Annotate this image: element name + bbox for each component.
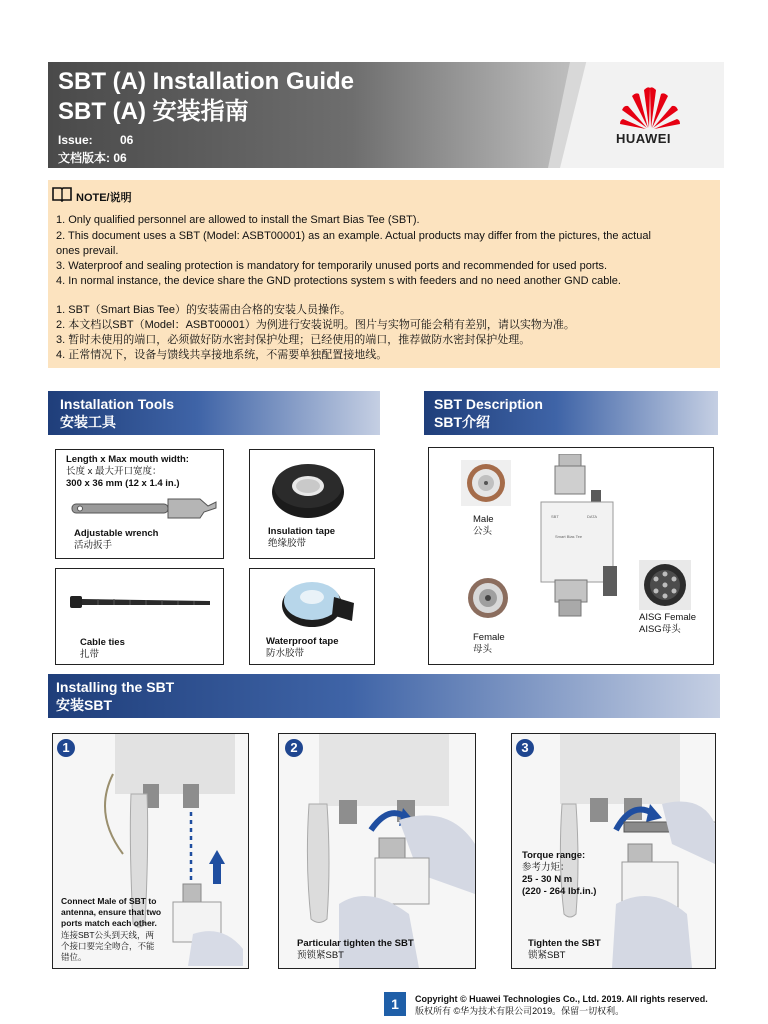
step-1-badge: 1 [57,739,75,757]
note-zh-3: 3. 暂时未使用的端口，必须做好防水密封保护处理；已经使用的端口，推荐做防水密封保护处理。 [56,334,531,346]
desc-heading-zh: SBT介绍 [434,414,490,430]
issue-zh: 文档版本: 06 [58,151,127,165]
page-number: 1 [384,992,406,1016]
male-label-zh: 公头 [473,526,493,537]
wrench-icon [68,496,218,522]
note-en-4: 4. In normal instance, the device share the GND protections system s with feeders and no need another GND cable. [56,275,621,287]
wrench-spec-1: Length x Max mouth width: [66,454,189,465]
step-1-text-zh-3: 错位。 [61,952,87,962]
tools-heading-zh: 安装工具 [60,414,116,430]
note-en-1: 1. Only qualified personnel are allowed to install the Smart Bias Tee (SBT). [56,214,420,226]
desc-heading [424,391,718,435]
waterproof-tape-label-zh: 防水胶带 [266,648,305,659]
install-heading [48,674,720,718]
torque-label-zh: 参考力矩： [522,862,570,873]
waterproof-tape-icon [276,573,356,631]
step-2-panel [278,733,476,969]
svg-text:Smart Bias Tee: Smart Bias Tee [555,534,583,539]
torque-value-lbf: (220 - 264 lbf.in.) [522,886,597,897]
step-1-panel [52,733,249,969]
tools-heading [48,391,380,435]
insulation-tape-label-en: Insulation tape [268,526,336,537]
install-heading-en: Installing the SBT [56,679,175,695]
step-3-panel [511,733,716,969]
step-1-text-en-2: antenna, ensure that two [61,907,162,917]
sbt-device-image [537,454,625,618]
torque-label-en: Torque range: [522,850,586,861]
step-2-badge: 2 [285,739,303,757]
wrench-label-zh: 活动扳手 [74,540,113,551]
female-label-zh: 母头 [473,644,493,655]
female-label-en: Female [473,632,505,643]
tools-heading-en: Installation Tools [60,396,175,412]
copyright-zh: 版权所有 ©华为技术有限公司2019。保留一切权利。 [415,1006,625,1016]
tool-waterproof-tape-box [249,568,375,665]
aisg-label-en: AISG Female [639,612,697,623]
step-2-photo [279,734,475,968]
note-en-2: 2. This document uses a SBT (Model: ASBT00001) as an example. Actual products may differ from the pictures, the actual [56,230,651,242]
note-en-2b: ones prevail. [56,245,119,257]
insulation-tape-label-zh: 绝缘胶带 [268,538,307,549]
cable-ties-label-en: Cable ties [80,637,125,648]
male-label-en: Male [473,514,494,525]
insulation-tape-icon [268,456,348,522]
tool-insulation-tape-box [249,449,375,559]
wrench-spec-2: 长度 x 最大开口宽度： [66,466,162,477]
title-zh: SBT (A) 安装指南 [58,98,249,125]
cable-ties-label-zh: 扎带 [80,649,100,660]
note-zh-1: 1. SBT（Smart Bias Tee）的安装需由合格的安装人员操作。 [56,304,352,316]
brand-name: HUAWEI [616,131,671,146]
title-en: SBT (A) Installation Guide [58,68,355,95]
svg-text:DATA: DATA [587,514,598,519]
step-2-text-zh: 预锁紧SBT [297,950,344,961]
step-3-text-zh: 锁紧SBT [528,950,566,961]
tool-wrench-box [55,449,224,559]
aisg-label-zh: AISG母头 [639,624,681,635]
waterproof-tape-label-en: Waterproof tape [266,636,339,647]
sbt-description-box [428,447,714,665]
wrench-spec-3: 300 x 36 mm (12 x 1.4 in.) [66,478,180,489]
issue-value: 06 [120,133,134,147]
copyright-en: Copyright © Huawei Technologies Co., Ltd. 2019. All rights reserved. [415,994,708,1004]
step-2-text-en: Particular tighten the SBT [297,938,414,949]
note-zh-2: 2. 本文档以SBT（Model：ASBT00001）为例进行安装说明。图片与实物可能会稍有差别，请以实物为准。 [56,319,575,331]
cable-ties-icon [68,589,213,613]
aisg-connector-icon [639,560,691,610]
install-heading-zh: 安装SBT [56,697,112,713]
wrench-label-en: Adjustable wrench [74,528,159,539]
torque-value-nm: 25 - 30 N m [522,874,573,885]
step-1-text-zh-2: 个接口要完全吻合，不能 [61,941,155,951]
issue-label: Issue: [58,133,93,147]
male-connector-icon [461,460,511,506]
note-title: NOTE/说明 [76,192,132,204]
step-1-text-en-3: ports match each other. [61,918,157,928]
female-connector-icon [465,576,511,620]
step-1-text-zh-1: 连接SBT公头到天线，两 [61,930,155,940]
tool-cable-ties-box [55,568,224,665]
desc-heading-en: SBT Description [434,396,543,412]
note-zh-4: 4. 正常情况下，设备与馈线共享接地系统，不需要单独配置接地线。 [56,349,388,361]
huawei-logo-icon [618,84,682,130]
step-1-text-en-1: Connect Male of SBT to [61,896,157,906]
note-en-3: 3. Waterproof and sealing protection is mandatory for temporarily unused ports and recommended for used ports. [56,260,608,272]
step-3-text-en: Tighten the SBT [528,938,601,949]
svg-text:SBT: SBT [551,514,559,519]
step-3-badge: 3 [516,739,534,757]
book-icon [52,186,72,202]
